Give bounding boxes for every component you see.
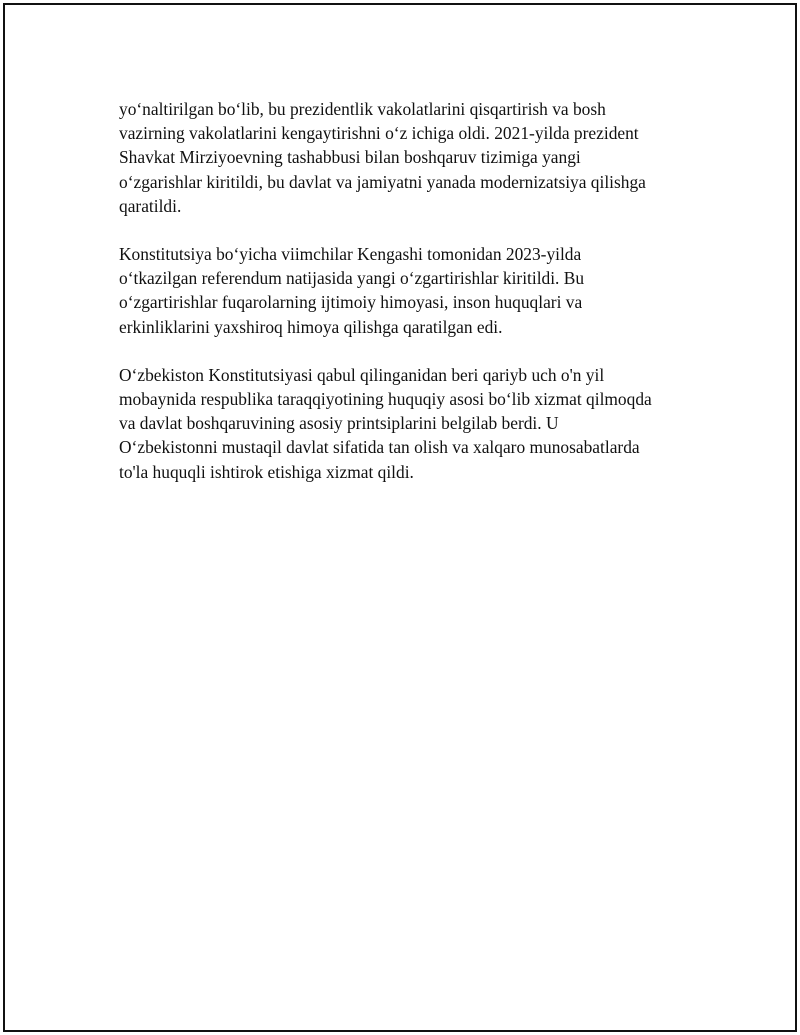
text-line: o‘tkazilgan referendum natijasida yangi o‘zgartirishlar kiritildi. Bu	[119, 268, 585, 289]
paragraph-3	[119, 363, 704, 484]
text-line: Shavkat Mirziyoevning tashabbusi bilan boshqaruv tizimiga yangi	[119, 147, 581, 168]
document-page	[3, 3, 797, 1032]
text-line: O‘zbekiston Konstitutsiyasi qabul qilinganidan beri qariyb uch o'n yil	[119, 364, 605, 385]
text-line: erkinliklarini yaxshiroq himoya qilishga qaratilgan edi.	[119, 316, 503, 337]
text-line: va davlat boshqaruvining asosiy printsiplarini belgilab berdi. U	[119, 413, 559, 434]
document-body	[119, 97, 704, 508]
paragraph-1	[119, 97, 704, 218]
text-line: mobaynida respublika taraqqiyotining huquqiy asosi bo‘lib xizmat qilmoqda	[119, 389, 652, 410]
text-line: qaratildi.	[119, 195, 182, 216]
paragraph-2	[119, 242, 704, 339]
text-line: vazirning vakolatlarini kengaytirishni o‘z ichiga oldi. 2021-yilda prezident	[119, 123, 639, 144]
text-line: Konstitutsiya bo‘yicha viimchilar Kengashi tomonidan 2023-yilda	[119, 244, 582, 265]
text-line: o‘zgartirishlar fuqarolarning ijtimoiy himoyasi, inson huquqlari va	[119, 292, 583, 313]
text-line: yo‘naltirilgan bo‘lib, bu prezidentlik vakolatlarini qisqartirish va bosh	[119, 99, 606, 119]
text-line: O‘zbekistonni mustaqil davlat sifatida tan olish va xalqaro munosabatlarda	[119, 437, 640, 458]
text-line: o‘zgarishlar kiritildi, bu davlat va jamiyatni yanada modernizatsiya qilishga	[119, 171, 646, 192]
text-line: to'la huquqli ishtirok etishiga xizmat qildi.	[119, 461, 414, 482]
